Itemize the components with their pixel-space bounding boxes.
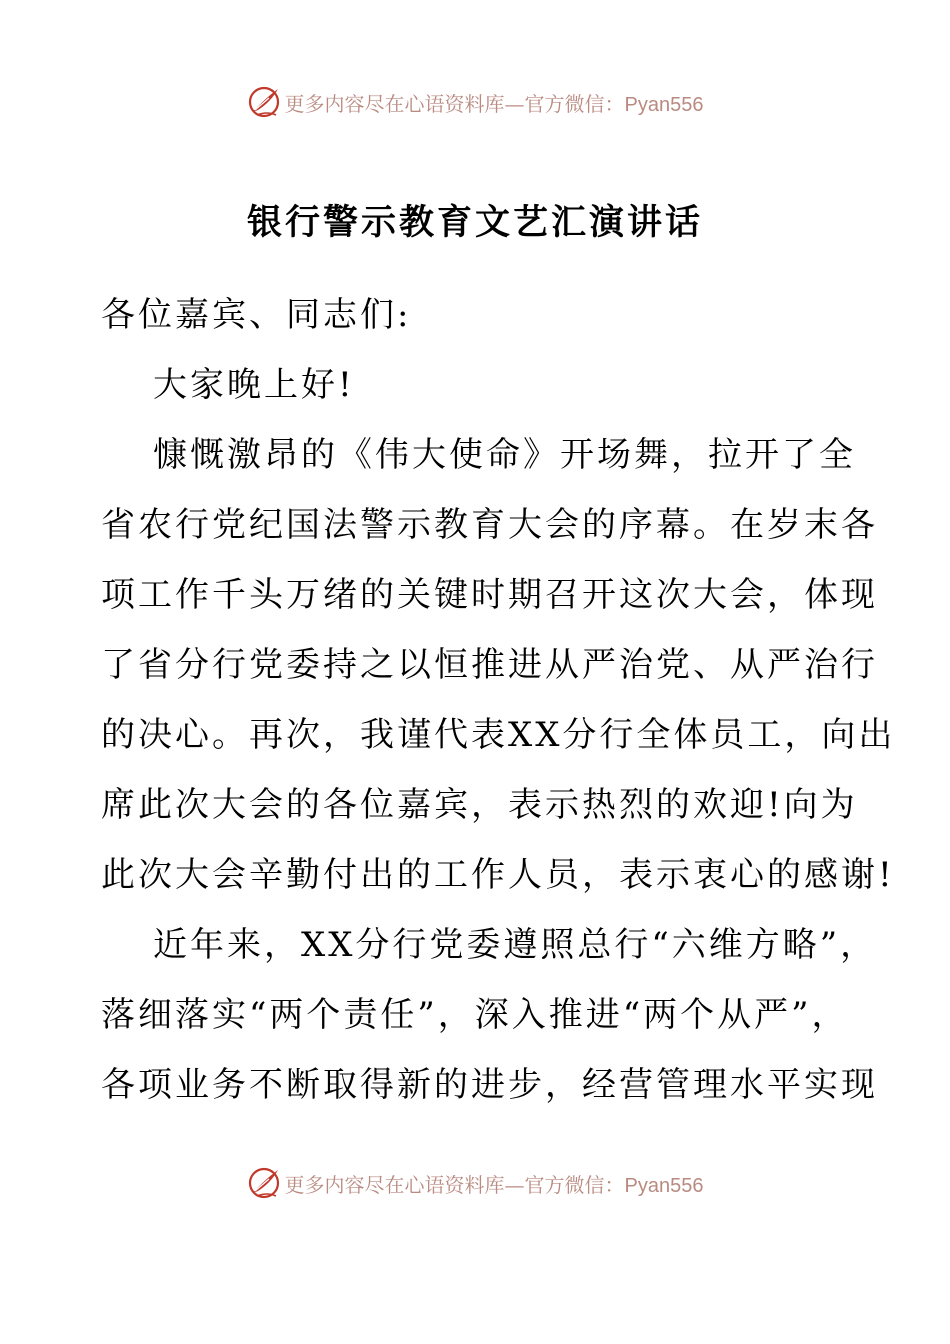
paragraph-line: 慷慨激昂的《伟大使命》开场舞，拉开了全 [153, 435, 856, 475]
banner-text [285, 1169, 704, 1198]
greeting: 大家晚上好! [153, 365, 355, 405]
header-banner [0, 82, 950, 122]
paragraph-line: 省农行党纪国法警示教育大会的序幕。在岁末各 [101, 505, 878, 545]
speech-body [101, 280, 896, 1120]
salutation: 各位嘉宾、同志们: [101, 295, 412, 335]
quill-logo-icon [247, 85, 281, 119]
paragraph-line: 席此次大会的各位嘉宾，表示热烈的欢迎!向为 [101, 785, 858, 825]
wechat-handle: Pyan556 [624, 1174, 704, 1197]
quill-logo-icon [247, 1166, 281, 1200]
paragraph-line: 各项业务不断取得新的进步，经营管理水平实现 [101, 1065, 878, 1105]
paragraph-line: 的决心。再次，我谨代表XX分行全体员工，向出 [101, 715, 896, 755]
banner-slogan: 更多内容尽在心语资料库—官方微信： [284, 1172, 625, 1197]
banner-text [285, 88, 704, 117]
paragraph-line: 此次大会辛勤付出的工作人员，表示衷心的感谢! [101, 855, 895, 895]
paragraph-line: 了省分行党委持之以恒推进从严治党、从严治行 [101, 645, 878, 685]
paragraph-line: 项工作千头万绪的关键时期召开这次大会，体现 [101, 575, 878, 615]
footer-banner [0, 1163, 950, 1203]
paragraph-line: 落细落实“两个责任”，深入推进“两个从严”， [101, 995, 849, 1035]
paragraph-line: 近年来，XX分行党委遵照总行“六维方略”， [153, 925, 878, 965]
wechat-handle: Pyan556 [624, 93, 704, 116]
document-title: 银行警示教育文艺汇演讲话 [246, 203, 703, 243]
banner-slogan: 更多内容尽在心语资料库—官方微信： [284, 91, 625, 116]
